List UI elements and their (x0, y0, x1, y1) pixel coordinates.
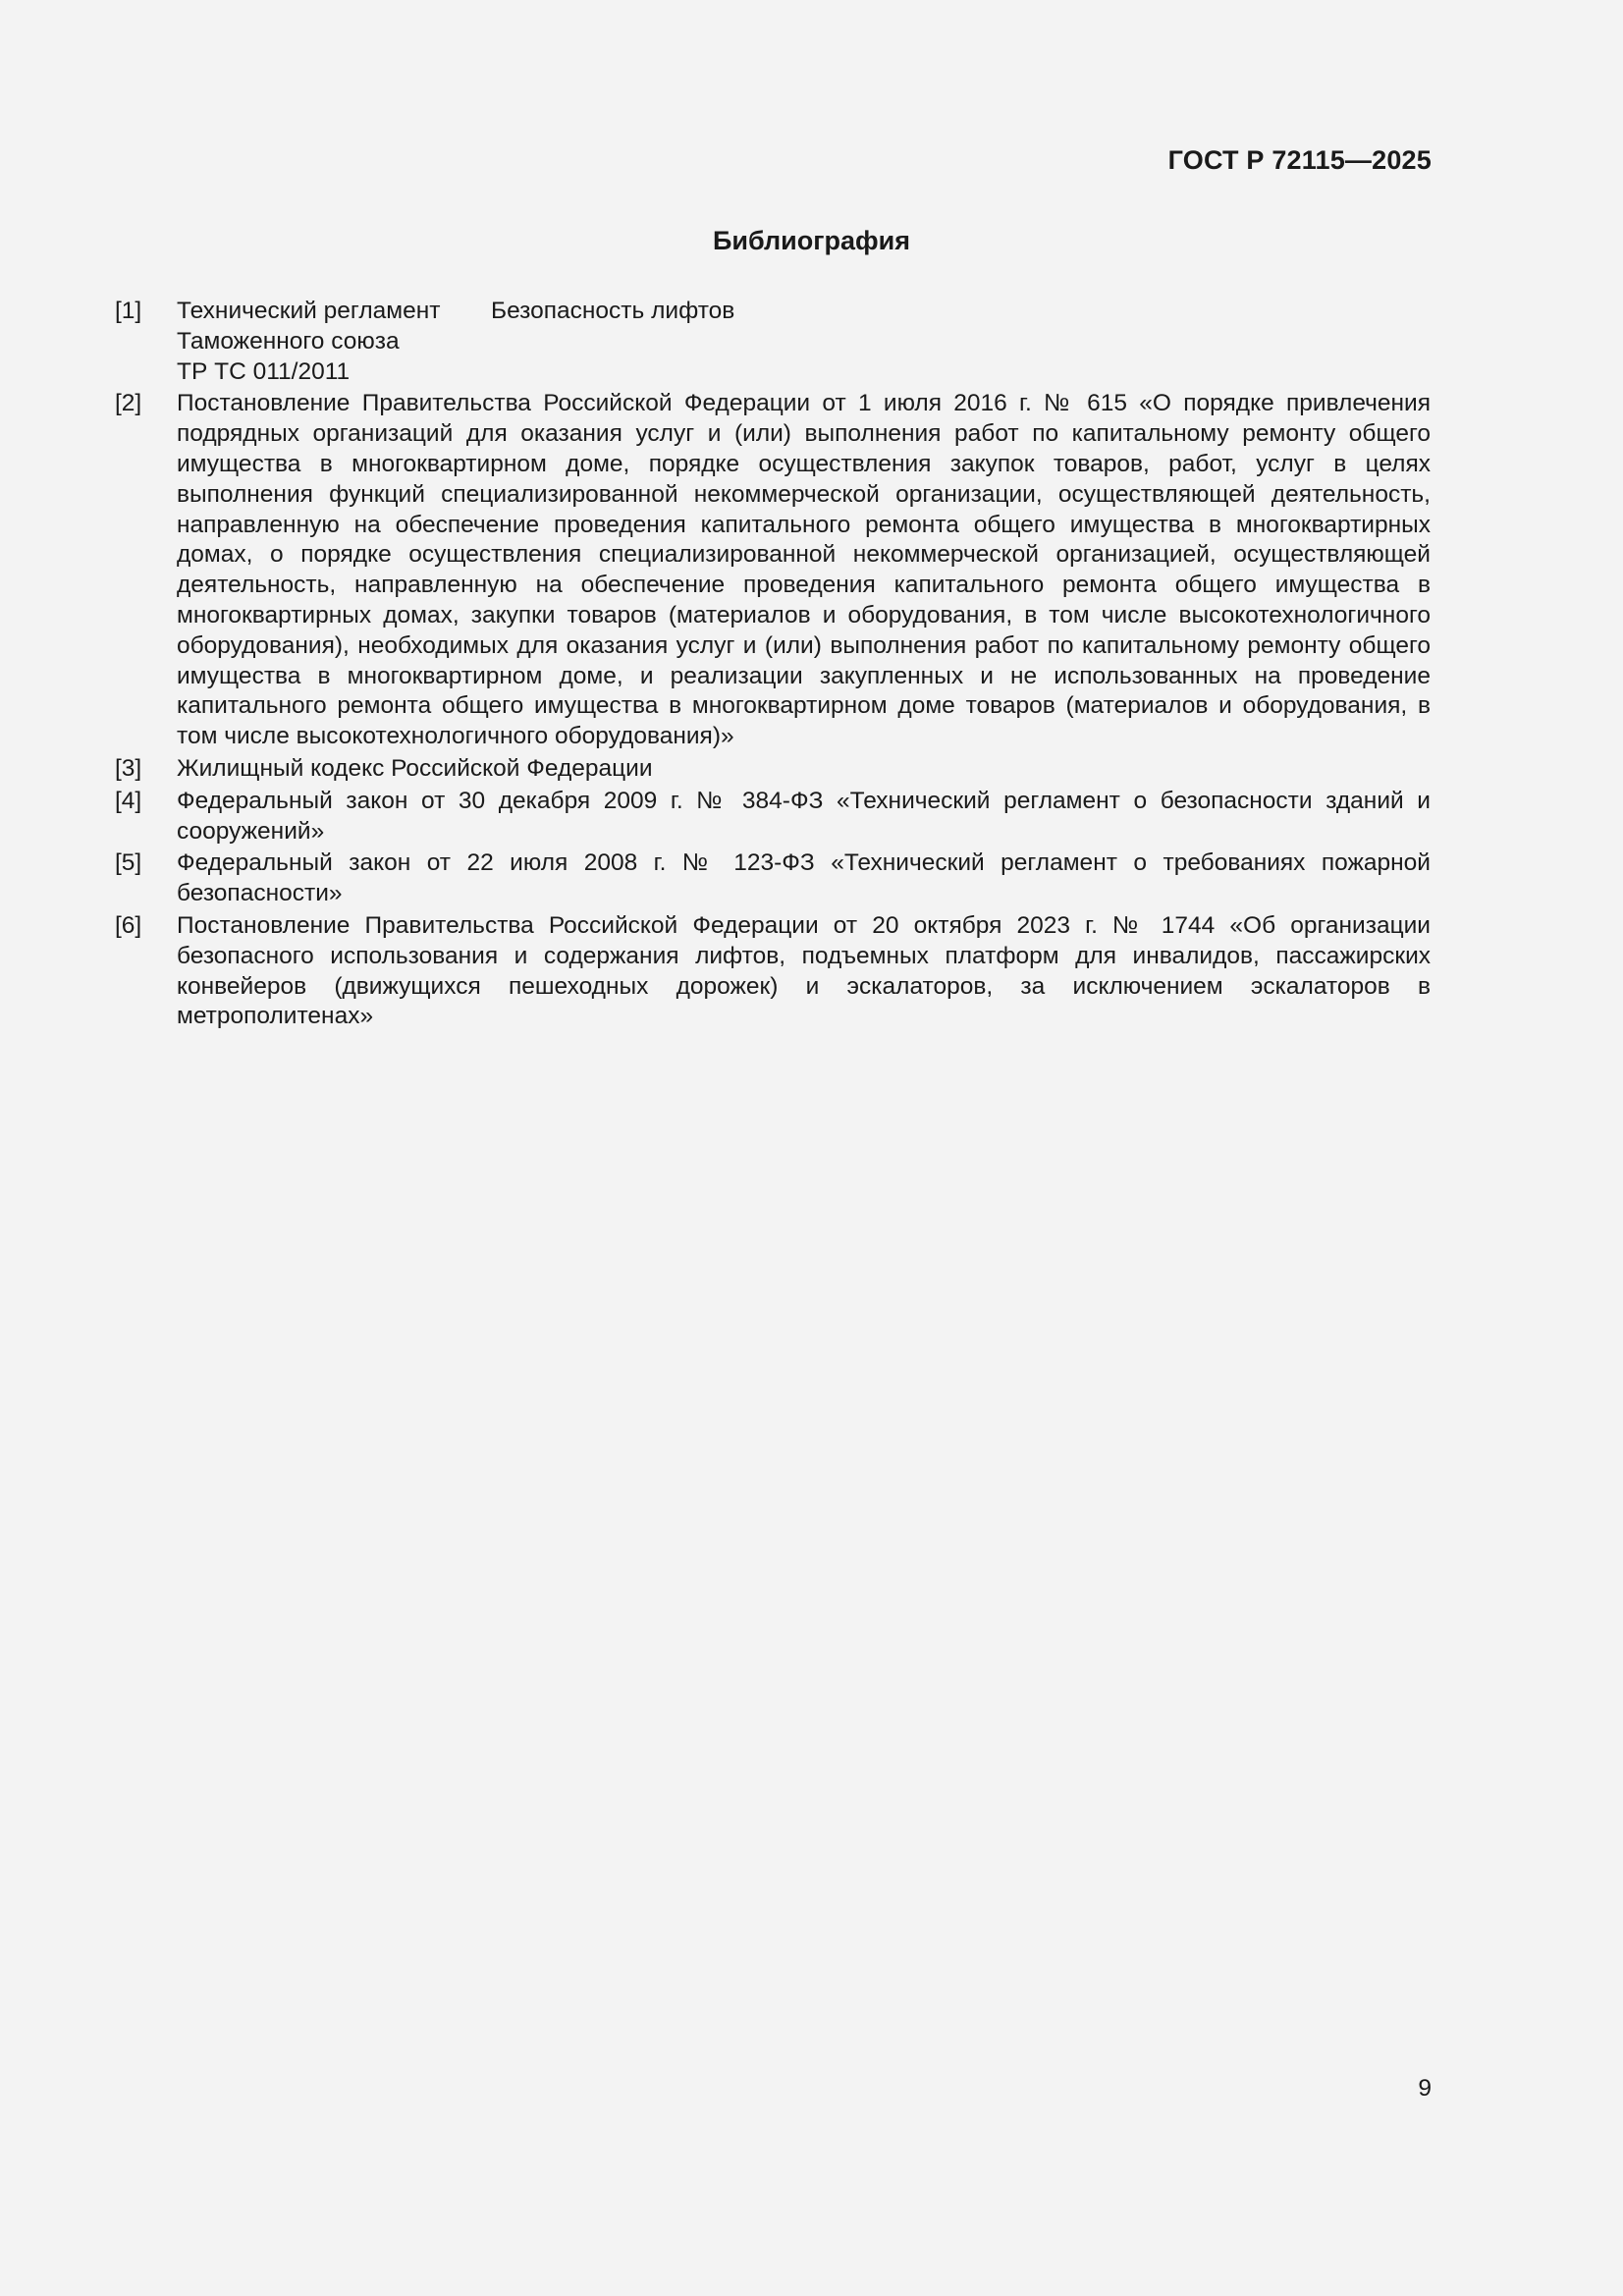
bibliography-entry (115, 297, 1431, 387)
entry-text: Постановление Правительства Российской Федерации от 20 октября 2023 г. № 1744 «Об организации безопасного использования и содержания лифтов, подъемных платформ для инвалидов, пассажирских конвейеров (движущихся пешеходных дорожек) и эскалаторов, за исключением эскалаторов в метрополитенах» (177, 911, 1431, 1030)
entry-number: [4] (115, 787, 142, 814)
bibliography-entry (115, 754, 1431, 785)
entry-number: [1] (115, 298, 142, 324)
bibliography-list (115, 297, 1431, 1034)
entry-text: Постановление Правительства Российской Федерации от 1 июля 2016 г. № 615 «О порядке привлечения подрядных организаций для оказания услуг и (или) выполнения работ по капитальному ремонту общего имущества в многоквартирном доме, порядке осуществления закупок товаров, работ, услуг в целях выполнения функций специализированной некоммерческой организации, осуществляющей деятельность, направленную на обеспечение проведения капитального ремонта общего имущества в многоквартирных домах, о порядке осуществления специализированной некоммерческой организацией, осуществляющей деятельность, направленную на обеспечение проведения капитального ремонта общего имущества в многоквартирных домах, закупки товаров (материалов и оборудования, в том числе высокотехнологичного оборудования), необходимых для оказания услуг и (или) выполнения работ по капитальному ремонту общего имущества в многоквартирном доме, и реализации закупленных и не использованных на проведение капитального ремонта общего имущества в многоквартирном доме товаров (материалов и оборудования, в том числе высокотехнологичного оборудования)» (177, 390, 1431, 750)
entry-left-line: Технический регламент (177, 298, 441, 324)
entry-left-line: ТР ТС 011/2011 (177, 357, 351, 385)
document-code: ГОСТ Р 72115—2025 (1167, 145, 1432, 175)
bibliography-entry (115, 848, 1431, 909)
entry-text: Федеральный закон от 30 декабря 2009 г. № 384-ФЗ «Технический регламент о безопасности зданий и сооружений» (177, 787, 1431, 845)
entry-text (177, 297, 1431, 387)
entry-number: [6] (115, 911, 142, 939)
entry-left-column (177, 297, 491, 387)
bibliography-entry (115, 911, 1431, 1032)
bibliography-entry (115, 787, 1431, 847)
entry-right-column: Безопасность лифтов (491, 298, 735, 324)
entry-number: [3] (115, 754, 142, 782)
entry-number: [5] (115, 849, 142, 877)
section-title: Библиография (713, 226, 910, 255)
bibliography-entry (115, 389, 1431, 752)
entry-text: Жилищный кодекс Российской Федерации (177, 754, 653, 782)
entry-text: Федеральный закон от 22 июля 2008 г. № 123-ФЗ «Технический регламент о требованиях пожарной безопасности» (177, 849, 1431, 907)
entry-number: [2] (115, 390, 142, 417)
entry-left-line: Таможенного союза (177, 327, 400, 355)
page-number: 9 (1418, 2075, 1432, 2102)
